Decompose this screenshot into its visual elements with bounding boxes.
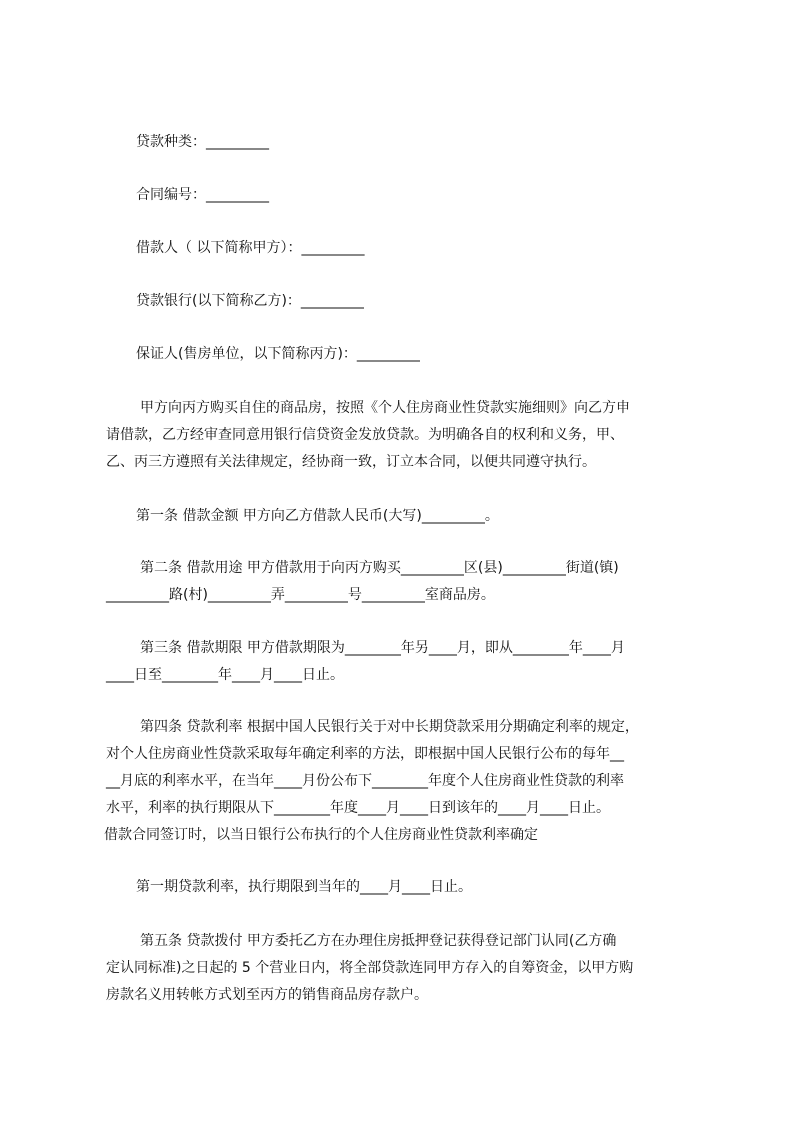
guarantor-field: 保证人(售房单位，以下简称丙方)：_________ bbox=[136, 346, 420, 362]
paragraph-line: 第二条 借款用途 甲方借款用于向丙方购买_________区(县)_________街道(镇) bbox=[140, 560, 619, 576]
paragraph-line: 第四条 贷款利率 根据中国人民银行关于对中长期贷款采用分期确定利率的规定， bbox=[140, 719, 639, 735]
borrower-field: 借款人（ 以下简称甲方）：_________ bbox=[136, 240, 365, 256]
paragraph-line: 第三条 借款期限 甲方借款期限为________年另____月，即从________年____月 bbox=[140, 640, 625, 656]
paragraph-line: 对个人住房商业性贷款采取每年确定利率的方法，即根据中国人民银行公布的每年__ bbox=[106, 746, 624, 762]
paragraph-line: 房款名义用转帐方式划至丙方的销售商品房存款户。 bbox=[106, 987, 428, 1003]
paragraph-line: 第一条 借款金额 甲方向乙方借款人民币(大写)_________。 bbox=[136, 508, 499, 524]
paragraph-line: 水平，利率的执行期限从下________年度____月____日到该年的____月____日止。 bbox=[106, 800, 610, 816]
paragraph-line: _________路(村)_________弄_________号_________室商品房。 bbox=[106, 587, 495, 603]
paragraph-line: 定认同标准)之日起的 5 个营业日内，将全部贷款连同甲方存入的自筹资金，以甲方购 bbox=[106, 960, 634, 976]
paragraph-line: ____日至________年____月____日止。 bbox=[106, 667, 344, 683]
bank-field: 贷款银行(以下简称乙方)：_________ bbox=[136, 293, 364, 309]
loan-type-field: 贷款种类：_________ bbox=[136, 134, 269, 150]
paragraph-line: 乙、丙三方遵照有关法律规定，经协商一致，订立本合同，以便共同遵守执行。 bbox=[106, 454, 596, 470]
paragraph-line: 请借款，乙方经审查同意用银行信贷资金发放贷款。为明确各自的权利和义务，甲、 bbox=[106, 427, 624, 443]
paragraph-line: 第一期贷款利率，执行期限到当年的____月____日止。 bbox=[136, 879, 472, 895]
paragraph-line: 第五条 贷款拨付 甲方委托乙方在办理住房抵押登记获得登记部门认同(乙方确 bbox=[140, 933, 617, 949]
contract-number-field: 合同编号：_________ bbox=[136, 187, 269, 203]
paragraph-line: 甲方向丙方购买自住的商品房，按照《个人住房商业性贷款实施细则》向乙方申 bbox=[140, 400, 630, 416]
paragraph-line: 借款合同签订时，以当日银行公布执行的个人住房商业性贷款利率确定 bbox=[104, 827, 538, 843]
paragraph-line: __月底的利率水平，在当年____月份公布下________年度个人住房商业性贷款的利率 bbox=[106, 773, 624, 789]
